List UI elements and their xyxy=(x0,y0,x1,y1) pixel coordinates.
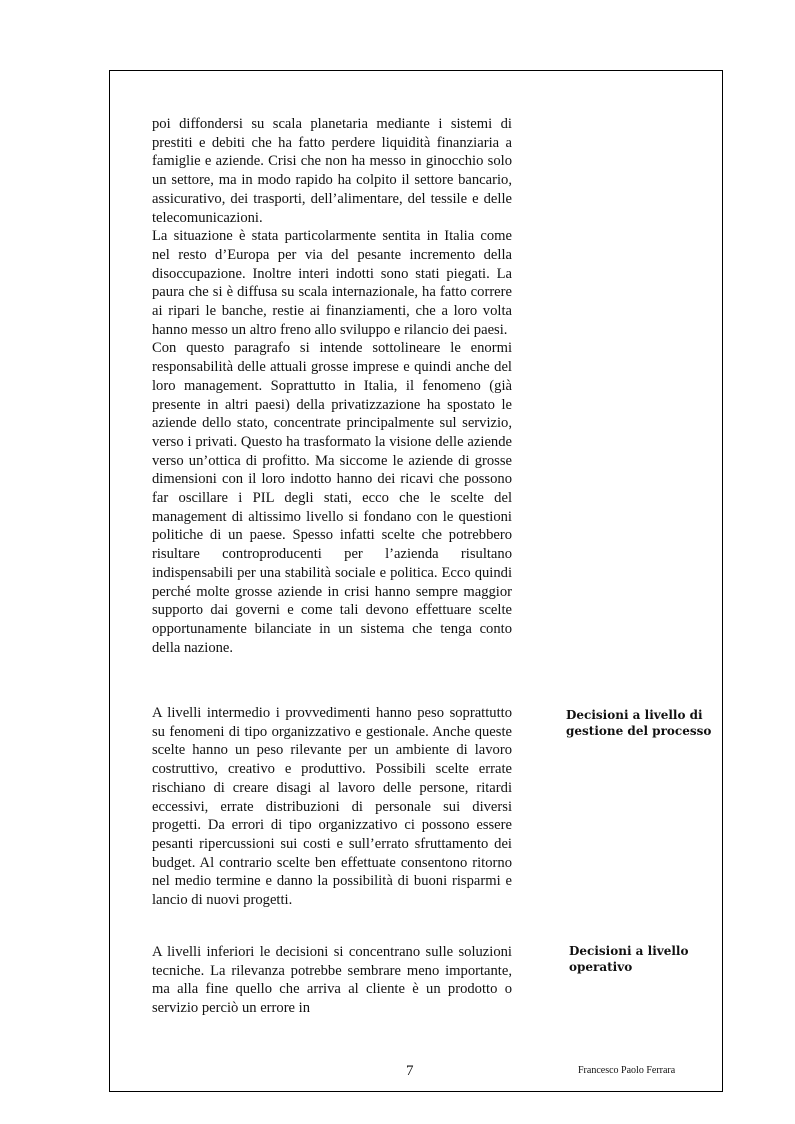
body-text-block-1 xyxy=(152,115,512,657)
body-text-block-3 xyxy=(152,943,512,1018)
paragraph: La situazione è stata particolarmente sentita in Italia come nel resto d’Europa per via del pesante incremento della disoccupazione. Inoltre interi indotti sono stati piegati. La paura che si è diffusa su scala internazionale, ha fatto correre ai ripari le banche, restie ai finanziamenti, che a loro volta hanno messo un altro freno allo sviluppo e rilancio dei paesi. xyxy=(152,228,512,338)
margin-note-line: Decisioni a livello xyxy=(569,944,689,958)
margin-note-line: operativo xyxy=(569,960,633,974)
margin-note-line: gestione del processo xyxy=(566,724,712,738)
paragraph: Con questo paragrafo si intende sottolineare le enormi responsabilità delle attuali grosse imprese e quindi anche del loro management. Soprattutto in Italia, il fenomeno (già presente in altri paesi) della privatizzazione ha spostato le aziende dello stato, concentrate principalmente sul servizio, verso i privati. Questo ha trasformato la visione delle aziende verso un’ottica di profitto. Ma siccome le aziende di grosse dimensioni con il loro indotto hanno dei ricavi che possono far oscillare i PIL degli stati, ecco che le scelte del management di altissimo livello si fondano con le questioni politiche di un paese. Spesso infatti scelte che potrebbero risultare controproducenti per l’azienda risultano indispensabili per una stabilità sociale e politica. Ecco quindi perché molte grosse aziende in crisi hanno sempre maggior supporto dai governi e come tali devono effettuare scelte opportunamente bilanciate in un sistema che tenga conto della nazione. xyxy=(152,340,512,656)
page-number: 7 xyxy=(406,1063,414,1079)
paragraph: A livelli inferiori le decisioni si concentrano sulle soluzioni tecniche. La rilevanza potrebbe sembrare meno importante, ma alla fine quello che arriva al cliente è un prodotto o servizio perciò un errore in xyxy=(152,944,512,1017)
body-text-block-2 xyxy=(152,704,512,910)
paragraph: poi diffondersi su scala planetaria mediante i sistemi di prestiti e debiti che ha fatto perdere liquidità finanziaria a famiglie e aziende. Crisi che non ha messo in ginocchio solo un settore, ma in modo rapido ha colpito il settore bancario, assicurativo, dei trasporti, dell’alimentare, del tessile e delle telecomunicazioni. xyxy=(152,116,512,226)
paragraph: A livelli intermedio i provvedimenti hanno peso soprattutto su fenomeni di tipo organizzativo e gestionale. Anche queste scelte hanno un peso rilevante per un ambiente di lavoro costruttivo, creativo e produttivo. Possibili scelte errate rischiano di creare disagi al lavoro delle persone, ritardi eccessivi, errate distribuzioni di personale sui diversi progetti. Da errori di tipo organizzativo ci possono essere pesanti ripercussioni sui costi e sull’errato sfruttamento dei budget. Al contrario scelte ben effettuate consentono ritorno nel medio termine e danno la possibilità di buoni risparmi e lancio di nuovi progetti. xyxy=(152,705,512,909)
author-name: Francesco Paolo Ferrara xyxy=(578,1065,676,1076)
margin-note-line: Decisioni a livello di xyxy=(566,708,703,722)
margin-note-process xyxy=(566,707,711,739)
margin-note-operative xyxy=(569,943,688,975)
